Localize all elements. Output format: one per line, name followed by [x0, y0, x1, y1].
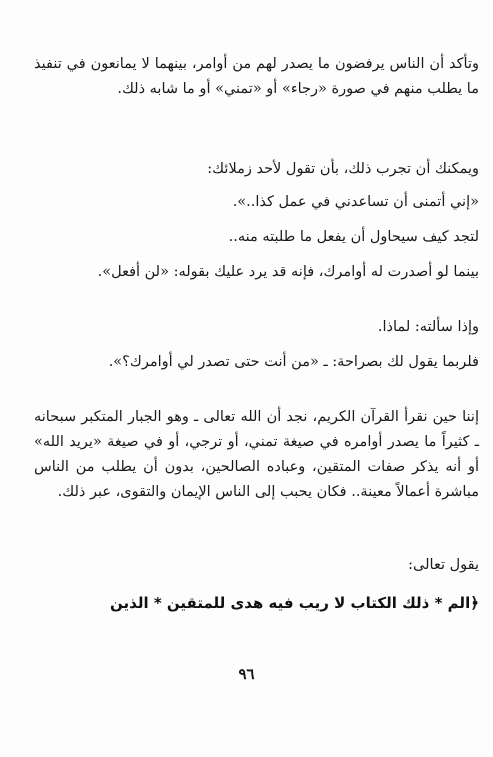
paragraph-will-try: لتجد كيف سيحاول أن يفعل ما طلبته منه..	[228, 229, 479, 245]
paragraph-frank-answer: فلربما يقول لك بصراحة: ـ «من أنت حتى تصدر لي أوامرك؟».	[108, 354, 479, 370]
quran-verse: ﴿الم * ذلك الكتاب لا ريب فيه هدى للمتقين * الذين	[110, 594, 479, 612]
paragraph-try-it: ويمكنك أن تجرب ذلك، بأن تقول لأحد زملائك:	[207, 161, 479, 177]
paragraph-quran-style: إننا حين نقرأ القرآن الكريم، نجد أن الله تعالى ـ وهو الجبار المتكبر سبحانه ـ كثيراً ما يصدر أوامره في صيغة تمني، أو ترجي، أو في صيغة «يريد الله» أو أنه يذكر صفات المتقين، وعباده الصالحين، بدون أن يطلب من الناس مباشرة أعمالاً معينة.. فكان يحبب إلى الناس الإيمان والتقوى، عبر ذلك.	[34, 409, 479, 500]
paragraph-ask-why: وإذا سألته: لماذا.	[377, 319, 479, 335]
paragraph-commands-vs-requests: وتأكد أن الناس يرفضون ما يصدر لهم من أوامر، بينهما لا يمانعون في تنفيذ ما يطلب منهم في صورة «رجاء» أو «تمني» أو ما شابه ذلك.	[34, 56, 479, 97]
paragraph-wish-quote: «إني أتمنى أن تساعدني في عمل كذا..».	[232, 194, 479, 210]
paragraph-allah-says: يقول تعالى:	[408, 557, 479, 573]
paragraph-orders-refusal: بينما لو أصدرت له أوامرك، فإنه قد يرد عليك بقوله: «لن أفعل».	[97, 264, 479, 280]
page-number: ٩٦	[238, 665, 255, 683]
